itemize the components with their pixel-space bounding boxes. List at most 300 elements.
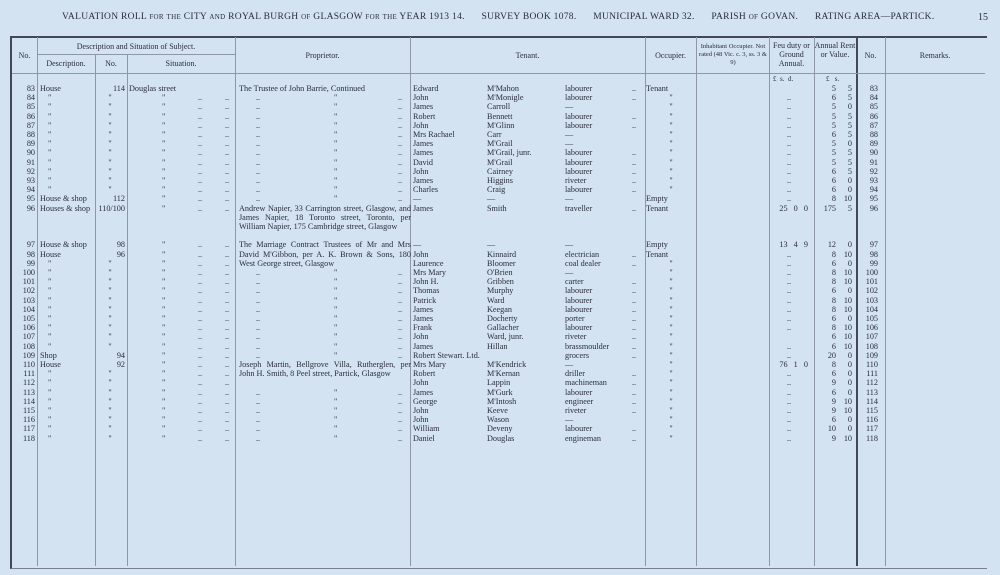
table-row xyxy=(0,415,1000,424)
tenant-occupation: labourer xyxy=(565,387,593,397)
leader: .. xyxy=(225,268,230,277)
divider xyxy=(12,73,985,74)
row-number-2: 87 xyxy=(869,120,878,130)
occupier: " xyxy=(669,166,673,176)
tenant-occupation: coal dealer xyxy=(565,258,601,268)
leader: .. xyxy=(398,387,403,397)
rent-pounds: 6 xyxy=(831,415,836,425)
table-row xyxy=(0,268,1000,277)
street-number: " xyxy=(108,323,112,333)
leader: .. xyxy=(632,249,637,259)
street-number: " xyxy=(108,406,112,415)
rent-units: £ s. xyxy=(826,75,840,83)
proprietor-ditto: " xyxy=(334,295,338,305)
leader: .. xyxy=(198,277,203,287)
col-situation: Situation. xyxy=(165,59,197,68)
tenant-first-name: John xyxy=(413,332,429,342)
rent-pounds: 8 xyxy=(831,268,836,277)
row-number: 104 xyxy=(22,304,35,314)
leader: .. xyxy=(398,415,403,425)
tenant-surname: Douglas xyxy=(487,433,515,443)
leader: .. xyxy=(225,185,230,195)
leader: .. xyxy=(398,166,403,176)
proprietor-ditto: " xyxy=(334,120,338,130)
leader: .. xyxy=(198,203,203,213)
row-number-2: 104 xyxy=(865,304,878,314)
row-number-2: 86 xyxy=(869,111,878,121)
leader: .. xyxy=(256,194,261,204)
description: " xyxy=(48,406,52,415)
proprietor-ditto: " xyxy=(334,277,338,287)
leader: .. xyxy=(198,139,203,149)
street-number: " xyxy=(108,304,112,314)
leader: .. xyxy=(398,332,403,342)
leader: .. xyxy=(632,166,637,176)
rent-pounds: 8 xyxy=(831,277,836,287)
rent-shillings: 0 xyxy=(847,102,852,112)
rent-pounds: 8 xyxy=(831,304,836,314)
rating-area: RATING AREA—PARTICK. xyxy=(814,12,935,22)
leader: .. xyxy=(225,314,230,323)
leader: .. xyxy=(632,341,637,351)
description: House & shop xyxy=(40,194,87,204)
occupier: " xyxy=(669,286,673,296)
leader: .. xyxy=(256,406,261,415)
situation: Douglas street xyxy=(129,84,177,93)
table-row xyxy=(0,130,1000,139)
description: " xyxy=(48,258,52,268)
row-number-2: 99 xyxy=(869,258,878,268)
occupier: " xyxy=(669,93,673,103)
street-number: " xyxy=(108,268,112,277)
situation: " xyxy=(162,304,166,314)
tenant-surname: Gribben xyxy=(487,277,514,287)
col-number: No. xyxy=(105,59,117,68)
situation: " xyxy=(162,139,166,149)
tenant-surname: Murphy xyxy=(487,286,514,296)
row-number-2: 111 xyxy=(866,369,878,379)
rent-pounds: 6 xyxy=(831,176,836,185)
tenant-occupation: carter xyxy=(565,277,584,287)
tenant-occupation: — xyxy=(565,415,574,425)
row-number: 116 xyxy=(23,415,35,425)
proprietor-ditto: " xyxy=(334,93,338,103)
row-number: 101 xyxy=(22,277,35,287)
tenant-first-name: John xyxy=(413,378,429,388)
street-number: " xyxy=(108,258,112,268)
tenant-first-name: John xyxy=(413,415,429,425)
leader: .. xyxy=(198,240,203,250)
leader: .. xyxy=(225,111,230,121)
proprietor-ditto: " xyxy=(334,194,338,204)
rent-shillings: 0 xyxy=(847,424,852,434)
row-number: 89 xyxy=(26,139,35,149)
tenant-first-name: Laurence xyxy=(413,258,444,268)
leader: .. xyxy=(225,286,230,296)
tenant-surname: M'Glinn xyxy=(487,120,515,130)
leader: .. xyxy=(398,424,403,434)
col-proprietor: Proprietor. xyxy=(305,51,340,60)
feu-duty: .. xyxy=(786,424,792,434)
situation: " xyxy=(162,332,166,342)
leader: .. xyxy=(256,350,261,360)
table-row xyxy=(0,369,1000,378)
tenant-first-name: David xyxy=(413,157,434,167)
leader: .. xyxy=(198,258,203,268)
leader: .. xyxy=(198,332,203,342)
leader: .. xyxy=(632,277,637,287)
proprietor-ditto: " xyxy=(334,268,338,277)
rent-pounds: 6 xyxy=(831,258,836,268)
leader: .. xyxy=(225,166,230,176)
leader: .. xyxy=(225,176,230,185)
proprietor-ditto: " xyxy=(334,139,338,149)
tenant-surname: Gallacher xyxy=(487,323,519,333)
rent-pounds: 6 xyxy=(831,93,836,103)
row-number: 84 xyxy=(26,93,35,103)
tenant-first-name: James xyxy=(413,314,434,323)
description: " xyxy=(48,341,52,351)
feu-duty: .. xyxy=(786,323,792,333)
description: House xyxy=(40,360,61,369)
table-row xyxy=(0,167,1000,176)
row-number: 111 xyxy=(23,369,35,379)
rent-pounds: 10 xyxy=(827,424,836,434)
row-number: 112 xyxy=(23,378,35,388)
rent-shillings: 10 xyxy=(843,277,852,287)
table-row xyxy=(0,397,1000,406)
occupier: " xyxy=(669,139,673,149)
street-number: " xyxy=(108,415,112,425)
tenant-surname: Deveny xyxy=(487,424,513,434)
street-number: " xyxy=(108,277,112,287)
description: " xyxy=(48,295,52,305)
leader: .. xyxy=(225,378,230,388)
description: " xyxy=(48,387,52,397)
leader: .. xyxy=(198,424,203,434)
table-row xyxy=(0,93,1000,102)
tenant-occupation: riveter xyxy=(565,176,587,185)
leader: .. xyxy=(256,286,261,296)
row-number: 91 xyxy=(26,157,35,167)
tenant-surname: — xyxy=(487,240,496,250)
occupier: " xyxy=(669,111,673,121)
leader: .. xyxy=(632,111,637,121)
proprietor-ditto: " xyxy=(334,406,338,415)
row-number-2: 83 xyxy=(869,84,878,93)
leader: .. xyxy=(225,433,230,443)
proprietor-ditto: " xyxy=(334,286,338,296)
rent-pounds: 5 xyxy=(831,157,836,167)
situation: " xyxy=(162,369,166,379)
occupier: Tenant xyxy=(646,249,669,259)
tenant-first-name: John xyxy=(413,120,429,130)
tenant-surname: Lappin xyxy=(487,378,511,388)
leader: .. xyxy=(632,84,637,93)
street-number: " xyxy=(108,130,112,139)
rent-shillings: 5 xyxy=(847,157,852,167)
tenant-surname: M'Gurk xyxy=(487,387,513,397)
leader: .. xyxy=(198,130,203,139)
rent-pounds: 8 xyxy=(831,323,836,333)
tenant-first-name: Mrs Mary xyxy=(413,268,446,277)
row-number: 93 xyxy=(26,176,35,185)
leader: .. xyxy=(398,120,403,130)
leader: .. xyxy=(225,387,230,397)
description: " xyxy=(48,93,52,103)
tenant-occupation: — xyxy=(565,360,574,369)
rent-shillings: 5 xyxy=(847,84,852,93)
proprietor-ditto: " xyxy=(334,341,338,351)
rent-shillings: 10 xyxy=(843,194,852,204)
occupier: " xyxy=(669,350,673,360)
tenant-first-name: James xyxy=(413,304,434,314)
occupier: " xyxy=(669,277,673,287)
description: " xyxy=(48,304,52,314)
leader: .. xyxy=(256,157,261,167)
row-number: 88 xyxy=(26,130,35,139)
feu-duty: .. xyxy=(786,148,792,158)
row-number: 97 xyxy=(26,240,35,250)
rent-shillings: 0 xyxy=(847,258,852,268)
leader: .. xyxy=(398,286,403,296)
leader: .. xyxy=(632,93,637,103)
situation: " xyxy=(162,323,166,333)
col-description: Description. xyxy=(46,59,86,68)
leader: .. xyxy=(632,378,637,388)
rent-shillings: 10 xyxy=(843,433,852,443)
feu-duty: .. xyxy=(786,277,792,287)
table-row xyxy=(0,323,1000,332)
table-row xyxy=(0,434,1000,443)
rent-pounds: 5 xyxy=(831,102,836,112)
rent-pounds: 6 xyxy=(831,185,836,195)
col-remarks: Remarks. xyxy=(919,51,951,60)
proprietor-ditto: " xyxy=(334,185,338,195)
proprietor-ditto: " xyxy=(334,323,338,333)
leader: .. xyxy=(256,424,261,434)
row-number: 108 xyxy=(22,341,35,351)
proprietor-ditto: " xyxy=(334,415,338,425)
description: " xyxy=(48,157,52,167)
leader: .. xyxy=(256,130,261,139)
street-number: " xyxy=(108,424,112,434)
leader: .. xyxy=(225,415,230,425)
tenant-first-name: George xyxy=(413,396,437,406)
description: House xyxy=(40,84,61,93)
row-number-2: 114 xyxy=(866,396,878,406)
feu-duty: .. xyxy=(786,268,792,277)
situation: " xyxy=(162,203,166,213)
tenant-occupation: electrician xyxy=(565,249,600,259)
parish: PARISH of GOVAN. xyxy=(711,12,799,22)
situation: " xyxy=(162,93,166,103)
leader: .. xyxy=(256,176,261,185)
leader: .. xyxy=(398,396,403,406)
leader: .. xyxy=(225,304,230,314)
leader: .. xyxy=(256,277,261,287)
occupier: Empty xyxy=(646,240,668,250)
leader: .. xyxy=(632,258,637,268)
feu-units: £ s. d. xyxy=(773,75,794,83)
leader: .. xyxy=(225,295,230,305)
rent-shillings: 0 xyxy=(847,240,852,250)
rent-shillings: 0 xyxy=(847,415,852,425)
leader: .. xyxy=(225,194,230,204)
situation: " xyxy=(162,433,166,443)
situation: " xyxy=(162,268,166,277)
row-number: 100 xyxy=(22,268,35,277)
situation: " xyxy=(162,378,166,388)
leader: .. xyxy=(198,415,203,425)
tenant-surname: M'Grail xyxy=(487,139,513,149)
table-row xyxy=(0,296,1000,305)
tenant-first-name: Robert xyxy=(413,369,436,379)
feu-duty: .. xyxy=(786,406,792,415)
leader: .. xyxy=(198,120,203,130)
row-number: 113 xyxy=(23,387,35,397)
tenant-surname: Keegan xyxy=(487,304,513,314)
occupier: " xyxy=(669,258,673,268)
tenant-occupation: labourer xyxy=(565,93,593,103)
row-number-2: 109 xyxy=(865,350,878,360)
leader: .. xyxy=(198,295,203,305)
leader: .. xyxy=(256,304,261,314)
table-row xyxy=(0,332,1000,341)
row-number: 90 xyxy=(26,148,35,158)
rent-shillings: 0 xyxy=(847,387,852,397)
leader: .. xyxy=(256,93,261,103)
row-number-2: 110 xyxy=(866,360,878,369)
occupier: Empty xyxy=(646,194,668,204)
tenant-occupation: labourer xyxy=(565,166,593,176)
rent-shillings: 0 xyxy=(847,360,852,369)
rent-shillings: 5 xyxy=(847,120,852,130)
row-number-2: 91 xyxy=(869,157,878,167)
tenant-occupation: — xyxy=(565,268,574,277)
situation: " xyxy=(162,240,166,250)
rent-shillings: 10 xyxy=(843,249,852,259)
description: House xyxy=(40,249,61,259)
tenant-first-name: Patrick xyxy=(413,295,437,305)
street-number: 112 xyxy=(113,194,125,204)
proprietor-ditto: " xyxy=(334,148,338,158)
tenant-occupation: labourer xyxy=(565,286,593,296)
table-row xyxy=(0,203,1000,231)
row-number-2: 116 xyxy=(866,415,878,425)
feu-duty: .. xyxy=(786,194,792,204)
leader: .. xyxy=(198,286,203,296)
proprietor: Andrew Napier, 33 Carrington street, Glasgow, and James Napier, 18 Toronto street, Toronto, per William Napier, 175 Cambridge street, Glasgow xyxy=(239,203,411,231)
roll-title: VALUATION ROLL for the CITY and ROYAL BURGH of GLASGOW for the YEAR 1913 14. xyxy=(62,12,465,22)
description: " xyxy=(48,176,52,185)
table-row xyxy=(0,102,1000,111)
leader: .. xyxy=(198,194,203,204)
row-number-2: 118 xyxy=(866,433,878,443)
rent-shillings: 10 xyxy=(843,396,852,406)
feu-duty: .. xyxy=(786,176,792,185)
situation: " xyxy=(162,148,166,158)
col-no-2: No. xyxy=(864,51,877,60)
description: " xyxy=(48,185,52,195)
proprietor-ditto: " xyxy=(334,314,338,323)
leader: .. xyxy=(225,120,230,130)
leader: .. xyxy=(632,286,637,296)
street-number: " xyxy=(108,369,112,379)
col-annual-rent: Annual Rent or Value. xyxy=(814,41,856,59)
col-feu-duty: Feu duty or Ground Annual. xyxy=(773,41,810,68)
tenant-occupation: brassmoulder xyxy=(565,341,610,351)
row-number: 95 xyxy=(26,194,35,204)
description: " xyxy=(48,120,52,130)
occupier: Tenant xyxy=(646,203,669,213)
occupier: " xyxy=(669,268,673,277)
leader: .. xyxy=(198,378,203,388)
tenant-first-name: — xyxy=(413,194,422,204)
tenant-first-name: James xyxy=(413,176,434,185)
leader: .. xyxy=(632,304,637,314)
leader: .. xyxy=(256,295,261,305)
feu-duty: .. xyxy=(786,249,792,259)
tenant-occupation: riveter xyxy=(565,406,587,415)
occupier: " xyxy=(669,378,673,388)
rent-pounds: 6 xyxy=(831,286,836,296)
tenant-first-name: John H. xyxy=(413,277,439,287)
street-number: " xyxy=(108,166,112,176)
rent-pounds: 9 xyxy=(831,396,836,406)
leader: .. xyxy=(225,249,230,259)
proprietor-ditto: " xyxy=(334,387,338,397)
table-row xyxy=(0,176,1000,185)
street-number: 94 xyxy=(116,350,125,360)
leader: .. xyxy=(632,295,637,305)
rent-shillings: 10 xyxy=(843,295,852,305)
tenant-surname: Smith xyxy=(487,203,507,213)
table-row xyxy=(0,148,1000,157)
street-number: " xyxy=(108,157,112,167)
table-row xyxy=(0,406,1000,415)
occupier: " xyxy=(669,332,673,342)
leader: .. xyxy=(632,396,637,406)
row-number: 99 xyxy=(26,258,35,268)
row-number-2: 96 xyxy=(869,203,878,213)
street-number: 110/100 xyxy=(98,203,125,213)
proprietor: Joseph Martin, Bellgrove Villa, Rutherglen, per John H. Smith, 8 Peel street, Partick, Glasgow xyxy=(239,360,411,379)
tenant-first-name: Daniel xyxy=(413,433,435,443)
tenant-surname: Keeve xyxy=(487,406,508,415)
row-number-2: 92 xyxy=(869,166,878,176)
leader: .. xyxy=(398,157,403,167)
leader: .. xyxy=(398,350,403,360)
leader: .. xyxy=(198,148,203,158)
occupier: " xyxy=(669,314,673,323)
row-number-2: 89 xyxy=(869,139,878,149)
row-number-2: 112 xyxy=(866,378,878,388)
rent-shillings: 10 xyxy=(843,341,852,351)
row-number: 106 xyxy=(22,323,35,333)
feu-duty: .. xyxy=(786,295,792,305)
leader: .. xyxy=(398,304,403,314)
tenant-occupation: labourer xyxy=(565,84,593,93)
situation: " xyxy=(162,286,166,296)
col-description-group: Description and Situation of Subject. xyxy=(76,42,196,51)
leader: .. xyxy=(632,185,637,195)
tenant-occupation: — xyxy=(565,139,574,149)
leader: .. xyxy=(398,433,403,443)
feu-duty: .. xyxy=(786,433,792,443)
row-number: 98 xyxy=(26,249,35,259)
tenant-first-name: Charles xyxy=(413,185,439,195)
